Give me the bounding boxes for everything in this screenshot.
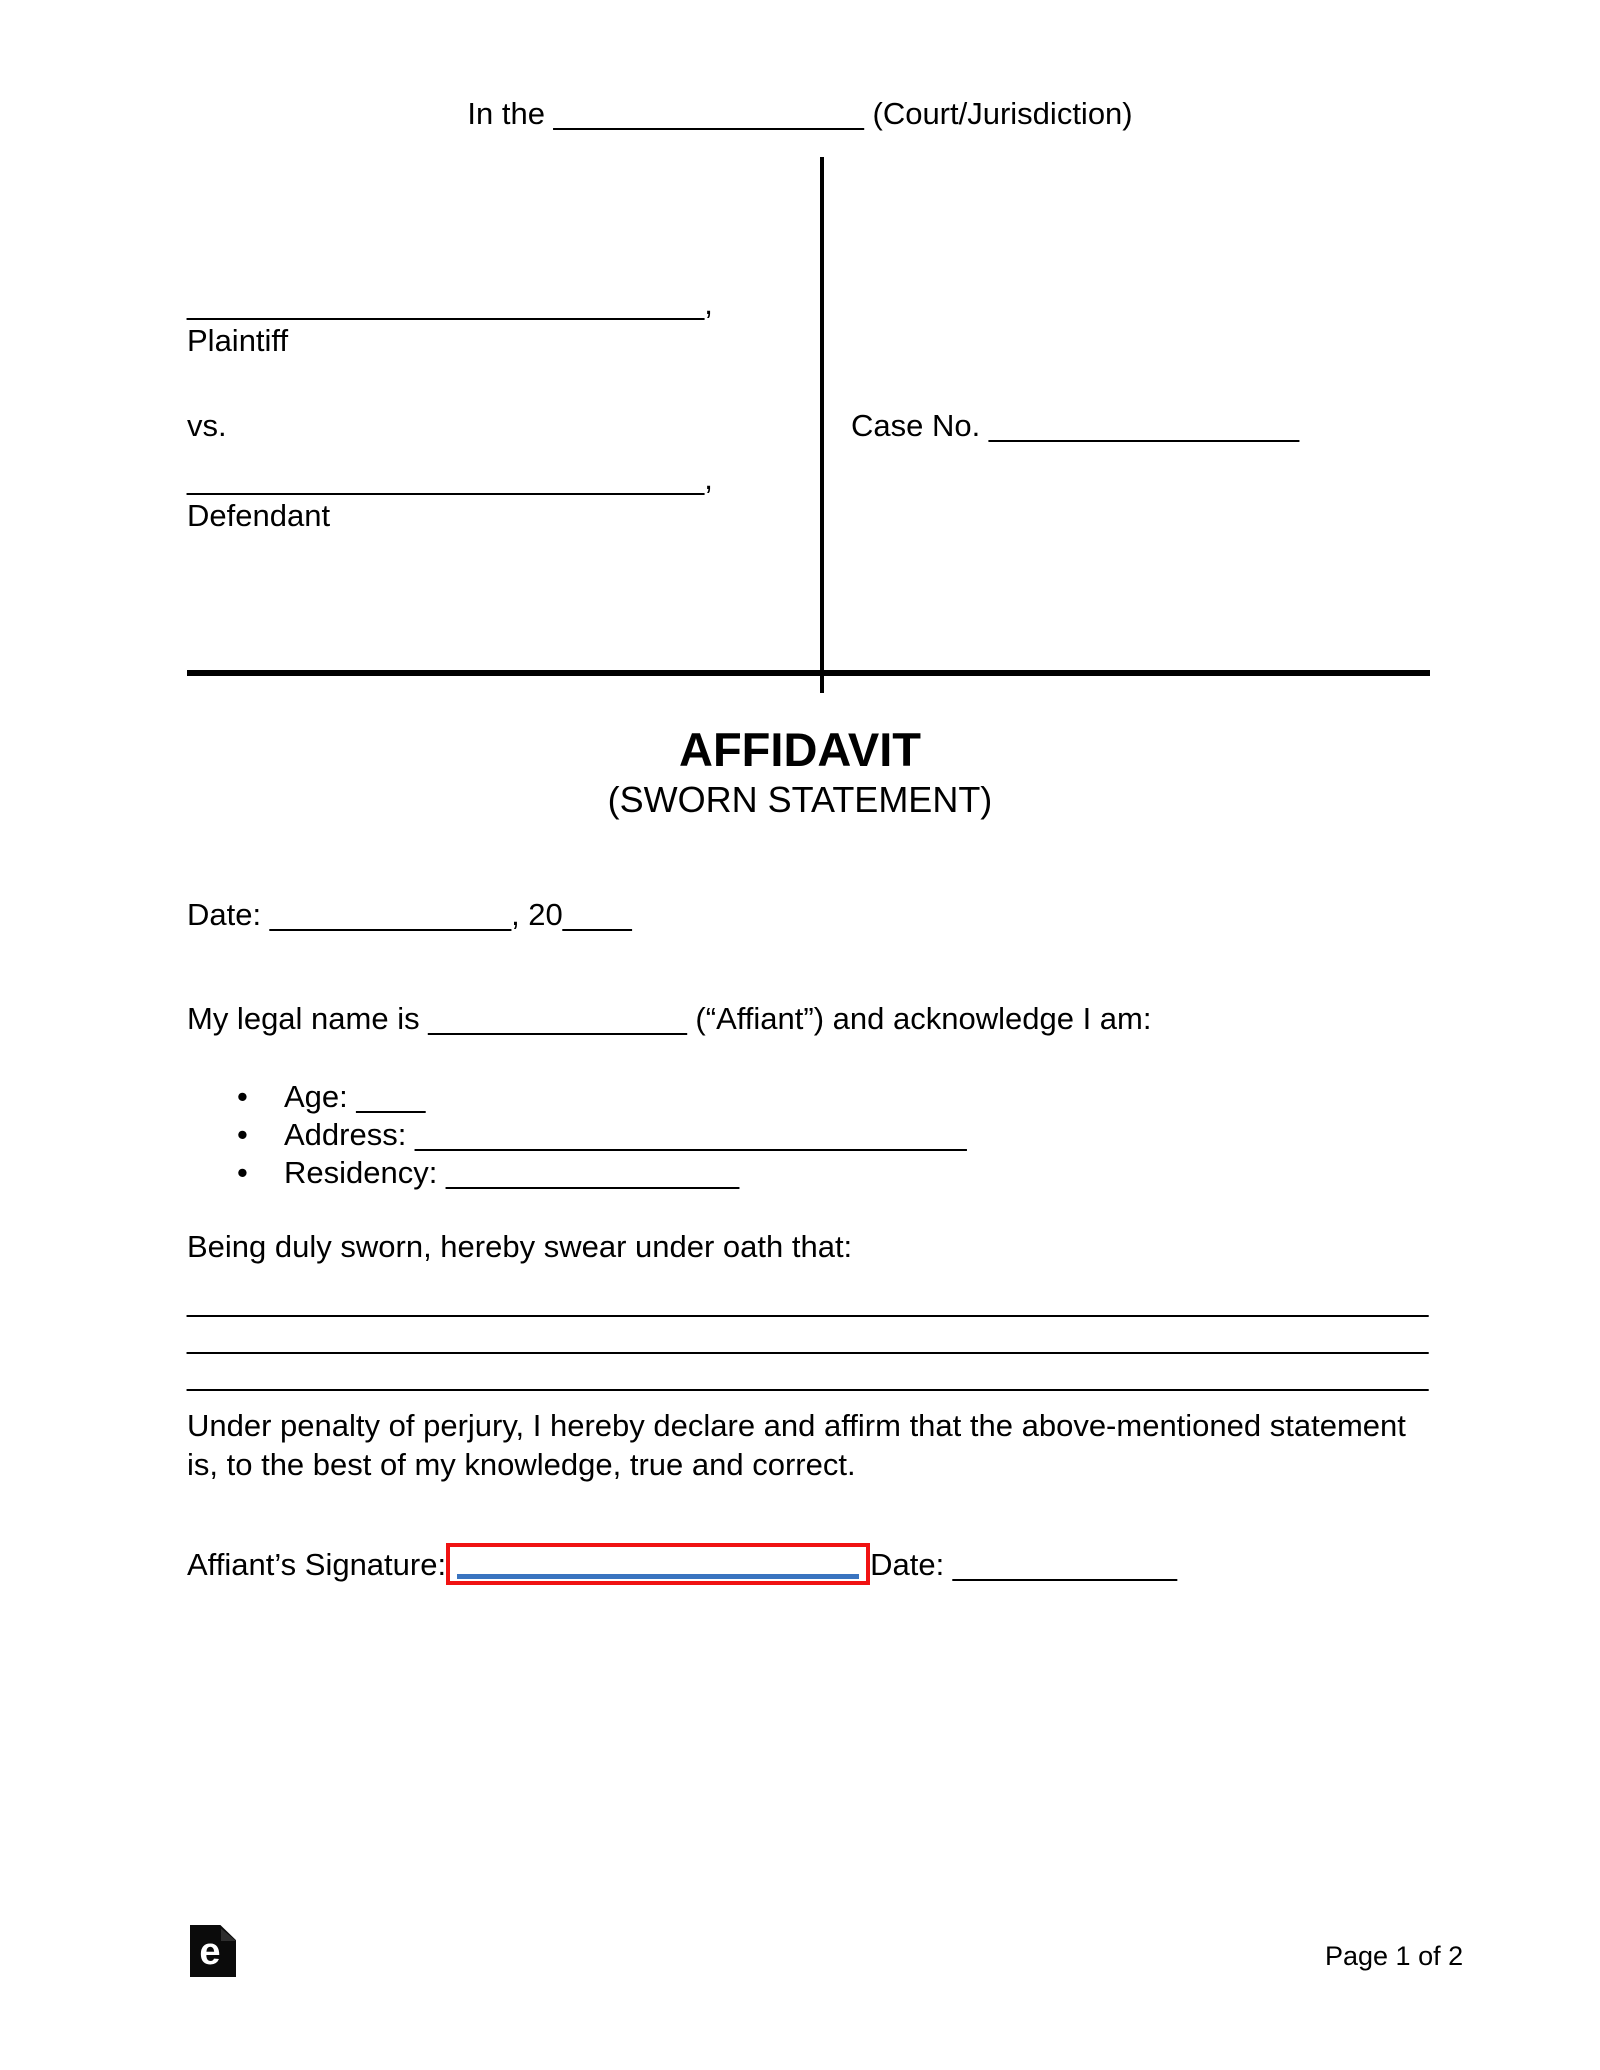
date-blank-line: Date: ______________, 20____: [187, 897, 632, 932]
sworn-intro-line: Being duly sworn, hereby swear under oath that:: [187, 1229, 853, 1264]
plaintiff-label: Plaintiff: [187, 323, 289, 358]
statement-blank-line-3: ________________________________________________________________________: [187, 1357, 1429, 1392]
statement-blank-lines: [187, 1282, 1428, 1393]
statement-blank-line-2: ________________________________________________________________________: [187, 1320, 1429, 1355]
versus-label: vs.: [187, 408, 227, 443]
signature-row: [187, 1541, 1177, 1587]
signature-field-box[interactable]: [446, 1543, 870, 1585]
court-jurisdiction-line: In the __________________ (Court/Jurisdiction): [467, 96, 1133, 131]
perjury-paragraph: Under penalty of perjury, I hereby declare and affirm that the above-mentioned statement is, to the best of my knowledge, true and correct.: [187, 1408, 1406, 1482]
defendant-blank-line: ______________________________,: [187, 461, 713, 496]
eforms-logo-icon: [190, 1925, 236, 1977]
case-caption-block: [187, 157, 1430, 693]
logo-letter: e: [199, 1931, 221, 1973]
bullet-item-age: • Age: ____: [187, 1078, 967, 1116]
statement-blank-line-1: ________________________________________________________________________: [187, 1283, 1429, 1318]
signature-field-underline: [457, 1574, 859, 1579]
defendant-label: Defendant: [187, 498, 331, 533]
page-indicator: Page 1 of 2: [1325, 1941, 1464, 1971]
caption-parties-column: [187, 157, 820, 693]
caption-case-column: [820, 157, 1430, 693]
legal-name-line: My legal name is _______________ (“Affiant”) and acknowledge I am:: [187, 1001, 1152, 1036]
bullet-item-residency: • Residency: _________________: [187, 1154, 967, 1192]
affiant-details-list: [187, 1078, 967, 1192]
document-subtitle: (SWORN STATEMENT): [607, 779, 993, 820]
signature-label: Affiant’s Signature:: [187, 1546, 447, 1582]
plaintiff-blank-line: ______________________________,: [187, 286, 713, 321]
document-title: AFFIDAVIT: [679, 723, 921, 776]
caption-divider-line: [187, 670, 1430, 676]
case-number-line: Case No. __________________: [851, 408, 1300, 443]
bullet-item-address: • Address: ________________________________: [187, 1116, 967, 1154]
signature-date-line: Date: _____________: [870, 1546, 1177, 1582]
